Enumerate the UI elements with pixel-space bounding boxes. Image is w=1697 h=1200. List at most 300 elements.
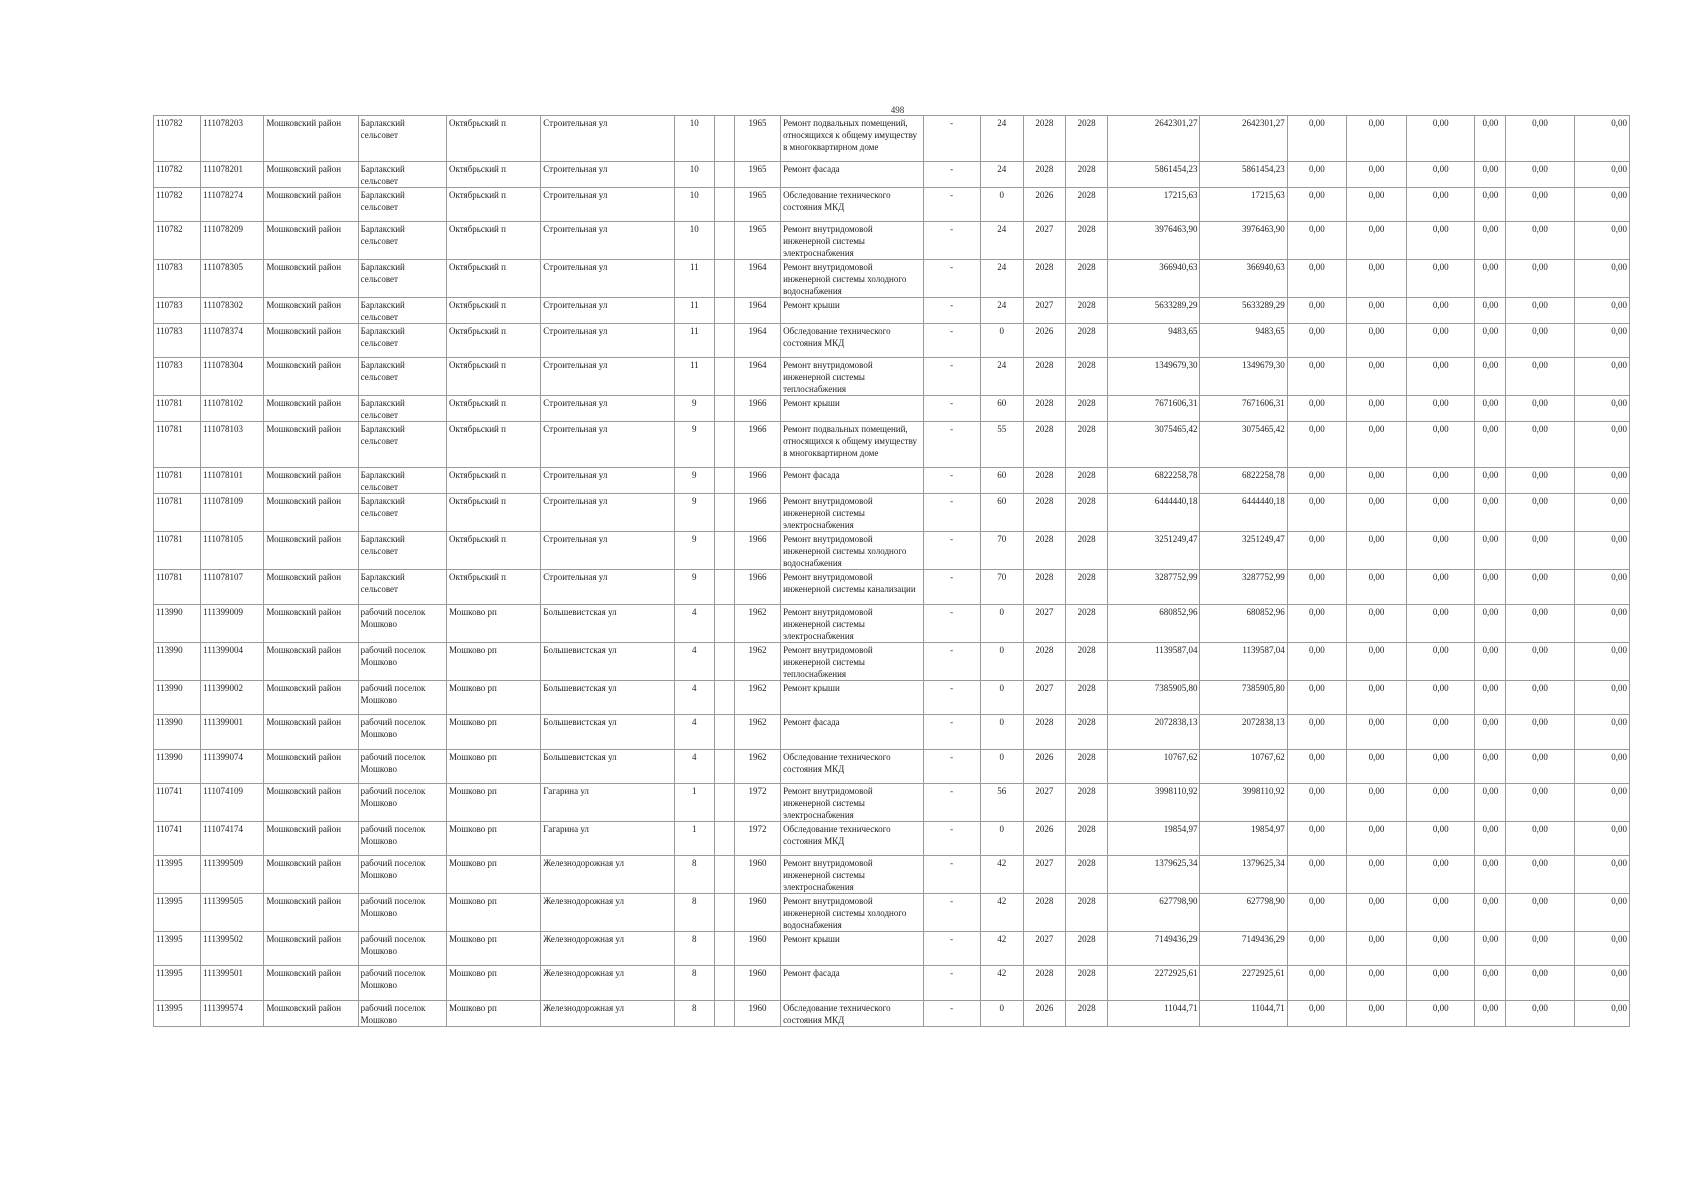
cell-building bbox=[714, 298, 734, 324]
cell-balance: 0,00 bbox=[1574, 932, 1629, 966]
cell-regional-fund: 6822258,78 bbox=[1200, 468, 1287, 494]
cell-district: Мошковский район bbox=[264, 1001, 358, 1027]
cell-other-funds: 0,00 bbox=[1506, 494, 1574, 532]
cell-other-funds: 0,00 bbox=[1506, 468, 1574, 494]
cell-wear: 24 bbox=[980, 162, 1023, 188]
cell-other-funds: 0,00 bbox=[1506, 1001, 1574, 1027]
cell-dash: - bbox=[923, 162, 980, 188]
cell-federal: 0,00 bbox=[1287, 468, 1346, 494]
cell-other-funds: 0,00 bbox=[1506, 422, 1574, 468]
cell-total-cost: 7149436,29 bbox=[1108, 932, 1200, 966]
cell-owner-funds: 0,00 bbox=[1475, 966, 1506, 1001]
cell-year-built: 1964 bbox=[734, 260, 780, 298]
cell-other-funds: 0,00 bbox=[1506, 605, 1574, 643]
cell-year-built: 1960 bbox=[734, 966, 780, 1001]
cell-work-id: 111078101 bbox=[201, 468, 264, 494]
cell-other-funds: 0,00 bbox=[1506, 324, 1574, 358]
cell-other-funds: 0,00 bbox=[1506, 396, 1574, 422]
cell-work-id: 111074109 bbox=[201, 784, 264, 822]
cell-house-id: 110783 bbox=[154, 260, 201, 298]
cell-owner-funds: 0,00 bbox=[1475, 932, 1506, 966]
cell-regional-budget: 0,00 bbox=[1346, 932, 1406, 966]
cell-federal: 0,00 bbox=[1287, 1001, 1346, 1027]
cell-end-year: 2028 bbox=[1066, 396, 1108, 422]
cell-building bbox=[714, 396, 734, 422]
cell-plan-year: 2028 bbox=[1023, 494, 1065, 532]
cell-locality: Октябрьский п bbox=[446, 532, 540, 570]
cell-street: Большевистская ул bbox=[541, 715, 674, 750]
cell-balance: 0,00 bbox=[1574, 856, 1629, 894]
cell-regional-budget: 0,00 bbox=[1346, 643, 1406, 681]
cell-district: Мошковский район bbox=[264, 681, 358, 715]
cell-work-id: 111078107 bbox=[201, 570, 264, 605]
cell-municipality: рабочий поселок Мошково bbox=[358, 784, 446, 822]
cell-dash: - bbox=[923, 260, 980, 298]
cell-year-built: 1965 bbox=[734, 116, 780, 162]
cell-total-cost: 1139587,04 bbox=[1108, 643, 1200, 681]
table-row bbox=[154, 468, 1630, 494]
cell-work-id: 111078109 bbox=[201, 494, 264, 532]
cell-municipality: Барлакский сельсовет bbox=[358, 188, 446, 222]
cell-wear: 0 bbox=[980, 750, 1023, 784]
cell-plan-year: 2027 bbox=[1023, 784, 1065, 822]
cell-regional-budget: 0,00 bbox=[1346, 422, 1406, 468]
cell-regional-fund: 3075465,42 bbox=[1200, 422, 1287, 468]
cell-local-budget: 0,00 bbox=[1407, 1001, 1475, 1027]
cell-end-year: 2028 bbox=[1066, 188, 1108, 222]
cell-regional-fund: 19854,97 bbox=[1200, 822, 1287, 856]
cell-regional-budget: 0,00 bbox=[1346, 468, 1406, 494]
cell-balance: 0,00 bbox=[1574, 570, 1629, 605]
cell-building bbox=[714, 605, 734, 643]
cell-municipality: Барлакский сельсовет bbox=[358, 494, 446, 532]
cell-local-budget: 0,00 bbox=[1407, 750, 1475, 784]
cell-street: Железнодорожная ул bbox=[541, 1001, 674, 1027]
cell-regional-budget: 0,00 bbox=[1346, 162, 1406, 188]
cell-owner-funds: 0,00 bbox=[1475, 750, 1506, 784]
cell-regional-fund: 1349679,30 bbox=[1200, 358, 1287, 396]
cell-end-year: 2028 bbox=[1066, 298, 1108, 324]
cell-house-id: 110781 bbox=[154, 570, 201, 605]
cell-end-year: 2028 bbox=[1066, 494, 1108, 532]
cell-dash: - bbox=[923, 298, 980, 324]
table-row bbox=[154, 894, 1630, 932]
cell-year-built: 1962 bbox=[734, 643, 780, 681]
cell-owner-funds: 0,00 bbox=[1475, 116, 1506, 162]
cell-regional-fund: 7149436,29 bbox=[1200, 932, 1287, 966]
cell-house-number: 9 bbox=[674, 532, 714, 570]
cell-locality: Мошково рп bbox=[446, 966, 540, 1001]
cell-work-id: 111399509 bbox=[201, 856, 264, 894]
cell-dash: - bbox=[923, 422, 980, 468]
cell-house-id: 110781 bbox=[154, 494, 201, 532]
cell-building bbox=[714, 932, 734, 966]
cell-house-number: 4 bbox=[674, 681, 714, 715]
table-row bbox=[154, 116, 1630, 162]
cell-federal: 0,00 bbox=[1287, 396, 1346, 422]
cell-street: Большевистская ул bbox=[541, 681, 674, 715]
cell-year-built: 1962 bbox=[734, 681, 780, 715]
cell-work-id: 111078105 bbox=[201, 532, 264, 570]
cell-end-year: 2028 bbox=[1066, 856, 1108, 894]
cell-regional-budget: 0,00 bbox=[1346, 570, 1406, 605]
cell-work-type: Ремонт подвальных помещений, относящихся к общему имуществу в многоквартирном доме bbox=[781, 422, 923, 468]
cell-regional-fund: 627798,90 bbox=[1200, 894, 1287, 932]
cell-wear: 55 bbox=[980, 422, 1023, 468]
cell-regional-fund: 3287752,99 bbox=[1200, 570, 1287, 605]
cell-district: Мошковский район bbox=[264, 822, 358, 856]
cell-total-cost: 7671606,31 bbox=[1108, 396, 1200, 422]
cell-building bbox=[714, 494, 734, 532]
cell-dash: - bbox=[923, 894, 980, 932]
cell-district: Мошковский район bbox=[264, 396, 358, 422]
cell-total-cost: 627798,90 bbox=[1108, 894, 1200, 932]
cell-wear: 0 bbox=[980, 715, 1023, 750]
cell-balance: 0,00 bbox=[1574, 468, 1629, 494]
cell-house-id: 110783 bbox=[154, 324, 201, 358]
cell-year-built: 1965 bbox=[734, 188, 780, 222]
cell-locality: Октябрьский п bbox=[446, 188, 540, 222]
cell-locality: Октябрьский п bbox=[446, 222, 540, 260]
cell-work-type: Ремонт внутридомовой инженерной системы электроснабжения bbox=[781, 222, 923, 260]
cell-municipality: рабочий поселок Мошково bbox=[358, 894, 446, 932]
cell-municipality: Барлакский сельсовет bbox=[358, 222, 446, 260]
cell-owner-funds: 0,00 bbox=[1475, 260, 1506, 298]
cell-total-cost: 6822258,78 bbox=[1108, 468, 1200, 494]
cell-house-id: 110782 bbox=[154, 188, 201, 222]
cell-building bbox=[714, 966, 734, 1001]
cell-municipality: рабочий поселок Мошково bbox=[358, 715, 446, 750]
cell-house-number: 8 bbox=[674, 966, 714, 1001]
cell-local-budget: 0,00 bbox=[1407, 966, 1475, 1001]
cell-house-id: 113995 bbox=[154, 932, 201, 966]
cell-total-cost: 9483,65 bbox=[1108, 324, 1200, 358]
cell-district: Мошковский район bbox=[264, 324, 358, 358]
cell-end-year: 2028 bbox=[1066, 162, 1108, 188]
cell-street: Строительная ул bbox=[541, 324, 674, 358]
cell-owner-funds: 0,00 bbox=[1475, 856, 1506, 894]
cell-district: Мошковский район bbox=[264, 260, 358, 298]
cell-year-built: 1965 bbox=[734, 162, 780, 188]
cell-house-id: 110781 bbox=[154, 422, 201, 468]
cell-locality: Мошково рп bbox=[446, 605, 540, 643]
cell-regional-fund: 5861454,23 bbox=[1200, 162, 1287, 188]
cell-balance: 0,00 bbox=[1574, 1001, 1629, 1027]
cell-house-number: 11 bbox=[674, 324, 714, 358]
cell-year-built: 1960 bbox=[734, 856, 780, 894]
cell-federal: 0,00 bbox=[1287, 605, 1346, 643]
cell-year-built: 1972 bbox=[734, 822, 780, 856]
cell-street: Большевистская ул bbox=[541, 750, 674, 784]
cell-local-budget: 0,00 bbox=[1407, 116, 1475, 162]
cell-local-budget: 0,00 bbox=[1407, 260, 1475, 298]
cell-work-id: 111078305 bbox=[201, 260, 264, 298]
cell-building bbox=[714, 260, 734, 298]
cell-other-funds: 0,00 bbox=[1506, 856, 1574, 894]
cell-dash: - bbox=[923, 750, 980, 784]
cell-plan-year: 2026 bbox=[1023, 324, 1065, 358]
cell-street: Строительная ул bbox=[541, 188, 674, 222]
cell-owner-funds: 0,00 bbox=[1475, 681, 1506, 715]
cell-wear: 24 bbox=[980, 260, 1023, 298]
cell-wear: 24 bbox=[980, 116, 1023, 162]
cell-plan-year: 2028 bbox=[1023, 396, 1065, 422]
cell-locality: Мошково рп bbox=[446, 715, 540, 750]
cell-municipality: Барлакский сельсовет bbox=[358, 422, 446, 468]
cell-locality: Октябрьский п bbox=[446, 116, 540, 162]
cell-year-built: 1960 bbox=[734, 1001, 780, 1027]
cell-wear: 60 bbox=[980, 396, 1023, 422]
cell-balance: 0,00 bbox=[1574, 494, 1629, 532]
cell-locality: Октябрьский п bbox=[446, 162, 540, 188]
cell-regional-budget: 0,00 bbox=[1346, 1001, 1406, 1027]
cell-federal: 0,00 bbox=[1287, 188, 1346, 222]
table-row bbox=[154, 966, 1630, 1001]
cell-regional-budget: 0,00 bbox=[1346, 324, 1406, 358]
cell-house-id: 110741 bbox=[154, 822, 201, 856]
cell-regional-budget: 0,00 bbox=[1346, 222, 1406, 260]
cell-balance: 0,00 bbox=[1574, 681, 1629, 715]
cell-plan-year: 2027 bbox=[1023, 298, 1065, 324]
cell-dash: - bbox=[923, 396, 980, 422]
cell-federal: 0,00 bbox=[1287, 643, 1346, 681]
cell-locality: Октябрьский п bbox=[446, 324, 540, 358]
cell-work-id: 111078304 bbox=[201, 358, 264, 396]
cell-end-year: 2028 bbox=[1066, 222, 1108, 260]
cell-street: Железнодорожная ул bbox=[541, 856, 674, 894]
cell-locality: Октябрьский п bbox=[446, 422, 540, 468]
cell-end-year: 2028 bbox=[1066, 324, 1108, 358]
cell-locality: Мошково рп bbox=[446, 643, 540, 681]
cell-balance: 0,00 bbox=[1574, 784, 1629, 822]
table-row bbox=[154, 324, 1630, 358]
cell-balance: 0,00 bbox=[1574, 162, 1629, 188]
cell-municipality: рабочий поселок Мошково bbox=[358, 822, 446, 856]
cell-regional-fund: 2272925,61 bbox=[1200, 966, 1287, 1001]
cell-other-funds: 0,00 bbox=[1506, 116, 1574, 162]
cell-work-id: 111399004 bbox=[201, 643, 264, 681]
cell-dash: - bbox=[923, 932, 980, 966]
cell-building bbox=[714, 643, 734, 681]
cell-house-number: 9 bbox=[674, 570, 714, 605]
cell-federal: 0,00 bbox=[1287, 894, 1346, 932]
cell-work-type: Ремонт внутридомовой инженерной системы электроснабжения bbox=[781, 494, 923, 532]
cell-house-id: 113995 bbox=[154, 856, 201, 894]
cell-other-funds: 0,00 bbox=[1506, 358, 1574, 396]
cell-balance: 0,00 bbox=[1574, 358, 1629, 396]
cell-local-budget: 0,00 bbox=[1407, 162, 1475, 188]
cell-work-type: Ремонт внутридомовой инженерной системы электроснабжения bbox=[781, 784, 923, 822]
cell-balance: 0,00 bbox=[1574, 116, 1629, 162]
cell-regional-fund: 3998110,92 bbox=[1200, 784, 1287, 822]
cell-total-cost: 7385905,80 bbox=[1108, 681, 1200, 715]
cell-street: Большевистская ул bbox=[541, 605, 674, 643]
cell-building bbox=[714, 532, 734, 570]
cell-total-cost: 1379625,34 bbox=[1108, 856, 1200, 894]
cell-street: Строительная ул bbox=[541, 468, 674, 494]
cell-plan-year: 2028 bbox=[1023, 422, 1065, 468]
cell-year-built: 1965 bbox=[734, 222, 780, 260]
cell-district: Мошковский район bbox=[264, 856, 358, 894]
table-row bbox=[154, 605, 1630, 643]
table-row bbox=[154, 222, 1630, 260]
cell-year-built: 1966 bbox=[734, 532, 780, 570]
cell-local-budget: 0,00 bbox=[1407, 222, 1475, 260]
cell-work-type: Обследование технического состояния МКД bbox=[781, 822, 923, 856]
cell-year-built: 1966 bbox=[734, 570, 780, 605]
cell-end-year: 2028 bbox=[1066, 932, 1108, 966]
cell-plan-year: 2027 bbox=[1023, 681, 1065, 715]
cell-local-budget: 0,00 bbox=[1407, 358, 1475, 396]
cell-house-number: 8 bbox=[674, 856, 714, 894]
cell-other-funds: 0,00 bbox=[1506, 188, 1574, 222]
cell-total-cost: 2072838,13 bbox=[1108, 715, 1200, 750]
cell-dash: - bbox=[923, 324, 980, 358]
cell-house-number: 9 bbox=[674, 494, 714, 532]
cell-owner-funds: 0,00 bbox=[1475, 396, 1506, 422]
cell-house-id: 110782 bbox=[154, 222, 201, 260]
cell-federal: 0,00 bbox=[1287, 324, 1346, 358]
cell-regional-fund: 10767,62 bbox=[1200, 750, 1287, 784]
cell-federal: 0,00 bbox=[1287, 298, 1346, 324]
cell-total-cost: 1349679,30 bbox=[1108, 358, 1200, 396]
cell-wear: 60 bbox=[980, 468, 1023, 494]
cell-local-budget: 0,00 bbox=[1407, 570, 1475, 605]
cell-plan-year: 2028 bbox=[1023, 260, 1065, 298]
cell-plan-year: 2028 bbox=[1023, 358, 1065, 396]
cell-building bbox=[714, 822, 734, 856]
cell-balance: 0,00 bbox=[1574, 894, 1629, 932]
cell-work-type: Обследование технического состояния МКД bbox=[781, 324, 923, 358]
cell-plan-year: 2028 bbox=[1023, 532, 1065, 570]
cell-work-type: Ремонт внутридомовой инженерной системы теплоснабжения bbox=[781, 643, 923, 681]
cell-street: Железнодорожная ул bbox=[541, 932, 674, 966]
cell-street: Железнодорожная ул bbox=[541, 966, 674, 1001]
cell-locality: Мошково рп bbox=[446, 1001, 540, 1027]
cell-dash: - bbox=[923, 856, 980, 894]
cell-regional-budget: 0,00 bbox=[1346, 605, 1406, 643]
cell-federal: 0,00 bbox=[1287, 784, 1346, 822]
table-row bbox=[154, 1001, 1630, 1027]
cell-house-number: 4 bbox=[674, 715, 714, 750]
cell-street: Строительная ул bbox=[541, 396, 674, 422]
cell-regional-fund: 366940,63 bbox=[1200, 260, 1287, 298]
cell-local-budget: 0,00 bbox=[1407, 298, 1475, 324]
cell-municipality: Барлакский сельсовет bbox=[358, 358, 446, 396]
cell-building bbox=[714, 750, 734, 784]
cell-regional-budget: 0,00 bbox=[1346, 116, 1406, 162]
cell-total-cost: 17215,63 bbox=[1108, 188, 1200, 222]
cell-locality: Октябрьский п bbox=[446, 358, 540, 396]
cell-municipality: рабочий поселок Мошково bbox=[358, 856, 446, 894]
cell-work-id: 111078103 bbox=[201, 422, 264, 468]
cell-plan-year: 2028 bbox=[1023, 570, 1065, 605]
cell-plan-year: 2026 bbox=[1023, 1001, 1065, 1027]
cell-district: Мошковский район bbox=[264, 162, 358, 188]
cell-plan-year: 2027 bbox=[1023, 605, 1065, 643]
cell-balance: 0,00 bbox=[1574, 324, 1629, 358]
cell-building bbox=[714, 681, 734, 715]
cell-wear: 60 bbox=[980, 494, 1023, 532]
cell-work-id: 111399502 bbox=[201, 932, 264, 966]
cell-wear: 0 bbox=[980, 188, 1023, 222]
cell-municipality: Барлакский сельсовет bbox=[358, 116, 446, 162]
cell-house-number: 10 bbox=[674, 116, 714, 162]
cell-work-type: Ремонт фасада bbox=[781, 966, 923, 1001]
cell-locality: Мошково рп bbox=[446, 856, 540, 894]
cell-owner-funds: 0,00 bbox=[1475, 222, 1506, 260]
cell-district: Мошковский район bbox=[264, 966, 358, 1001]
table-row bbox=[154, 162, 1630, 188]
cell-other-funds: 0,00 bbox=[1506, 570, 1574, 605]
cell-dash: - bbox=[923, 116, 980, 162]
cell-house-number: 9 bbox=[674, 422, 714, 468]
cell-house-number: 10 bbox=[674, 162, 714, 188]
cell-regional-fund: 680852,96 bbox=[1200, 605, 1287, 643]
cell-regional-budget: 0,00 bbox=[1346, 188, 1406, 222]
cell-house-id: 110783 bbox=[154, 358, 201, 396]
cell-federal: 0,00 bbox=[1287, 422, 1346, 468]
cell-dash: - bbox=[923, 643, 980, 681]
cell-end-year: 2028 bbox=[1066, 532, 1108, 570]
cell-owner-funds: 0,00 bbox=[1475, 822, 1506, 856]
cell-end-year: 2028 bbox=[1066, 784, 1108, 822]
cell-work-id: 111074174 bbox=[201, 822, 264, 856]
cell-year-built: 1962 bbox=[734, 750, 780, 784]
cell-local-budget: 0,00 bbox=[1407, 784, 1475, 822]
cell-house-number: 11 bbox=[674, 298, 714, 324]
cell-federal: 0,00 bbox=[1287, 856, 1346, 894]
cell-balance: 0,00 bbox=[1574, 605, 1629, 643]
cell-work-id: 111078102 bbox=[201, 396, 264, 422]
cell-other-funds: 0,00 bbox=[1506, 784, 1574, 822]
cell-dash: - bbox=[923, 1001, 980, 1027]
cell-plan-year: 2028 bbox=[1023, 643, 1065, 681]
cell-house-id: 110782 bbox=[154, 116, 201, 162]
cell-dash: - bbox=[923, 468, 980, 494]
cell-other-funds: 0,00 bbox=[1506, 643, 1574, 681]
cell-regional-budget: 0,00 bbox=[1346, 396, 1406, 422]
cell-year-built: 1964 bbox=[734, 324, 780, 358]
cell-work-type: Ремонт крыши bbox=[781, 396, 923, 422]
cell-end-year: 2028 bbox=[1066, 966, 1108, 1001]
cell-house-number: 1 bbox=[674, 822, 714, 856]
cell-wear: 42 bbox=[980, 856, 1023, 894]
cell-local-budget: 0,00 bbox=[1407, 894, 1475, 932]
cell-district: Мошковский район bbox=[264, 750, 358, 784]
cell-owner-funds: 0,00 bbox=[1475, 358, 1506, 396]
cell-district: Мошковский район bbox=[264, 784, 358, 822]
cell-regional-budget: 0,00 bbox=[1346, 966, 1406, 1001]
cell-street: Гагарина ул bbox=[541, 784, 674, 822]
cell-end-year: 2028 bbox=[1066, 643, 1108, 681]
cell-building bbox=[714, 188, 734, 222]
cell-street: Большевистская ул bbox=[541, 643, 674, 681]
cell-house-id: 113990 bbox=[154, 715, 201, 750]
cell-work-type: Ремонт внутридомовой инженерной системы канализации bbox=[781, 570, 923, 605]
cell-house-number: 8 bbox=[674, 1001, 714, 1027]
cell-building bbox=[714, 715, 734, 750]
cell-building bbox=[714, 468, 734, 494]
cell-regional-fund: 2642301,27 bbox=[1200, 116, 1287, 162]
cell-dash: - bbox=[923, 358, 980, 396]
cell-plan-year: 2028 bbox=[1023, 162, 1065, 188]
cell-end-year: 2028 bbox=[1066, 750, 1108, 784]
cell-municipality: рабочий поселок Мошково bbox=[358, 605, 446, 643]
cell-balance: 0,00 bbox=[1574, 396, 1629, 422]
cell-district: Мошковский район bbox=[264, 298, 358, 324]
cell-owner-funds: 0,00 bbox=[1475, 784, 1506, 822]
